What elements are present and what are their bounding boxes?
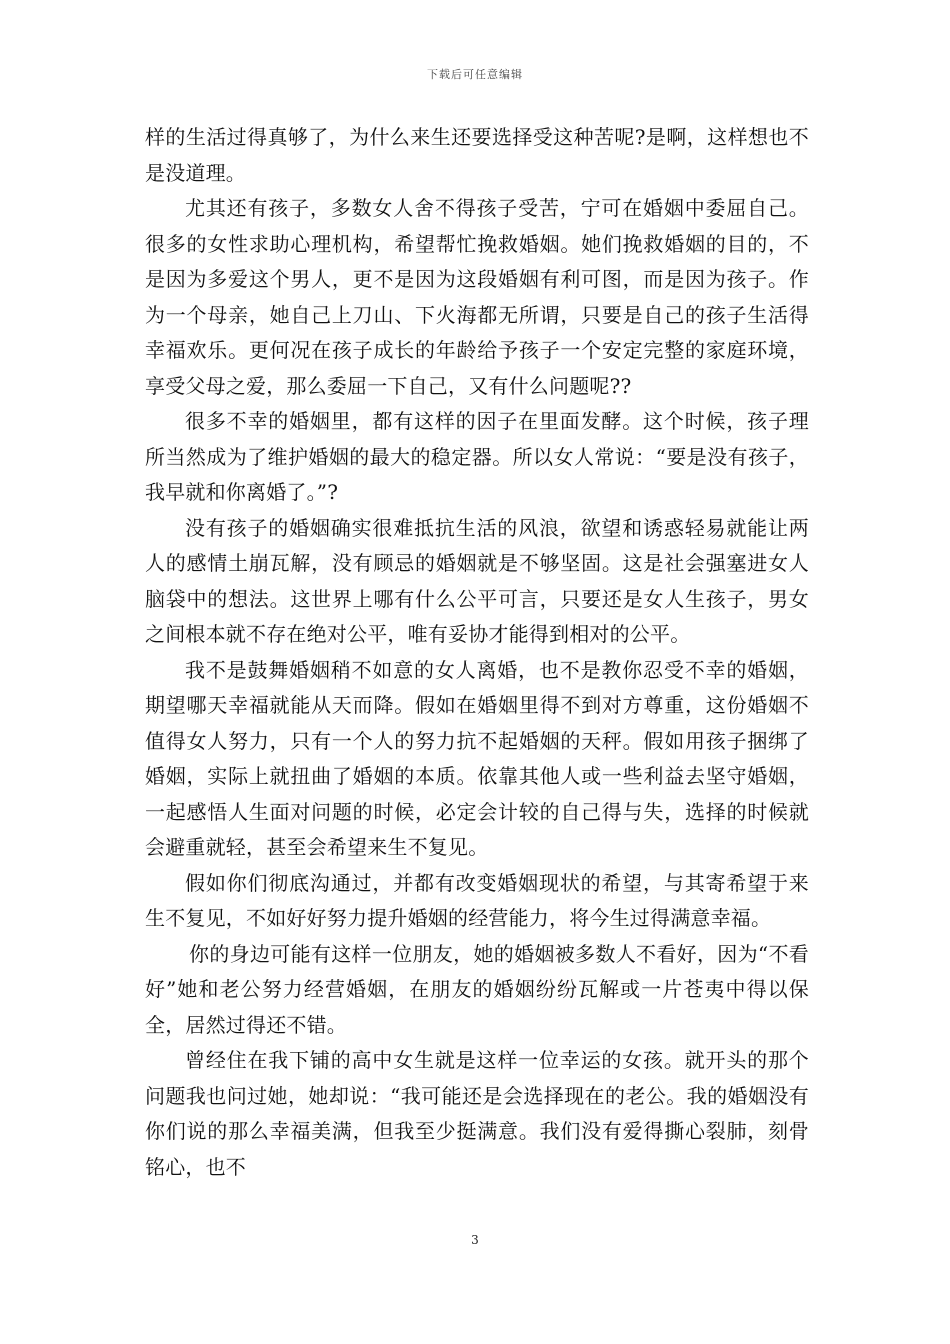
paragraph-4: 没有孩子的婚姻确实很难抵抗生活的风浪，欲望和诱惑轻易就能让两人的感情土崩瓦解，没有顾忌的婚姻就是不够坚固。这是社会强塞进女人脑袋中的想法。这世界上哪有什么公平可言，只要还是女人生孩子，男女之间根本就不存在绝对公平，唯有妥协才能得到相对的公平。 bbox=[145, 515, 809, 646]
page-header: 下载后可任意编辑 bbox=[427, 68, 523, 81]
paragraph-5: 我不是鼓舞婚姻稍不如意的女人离婚，也不是教你忍受不幸的婚姻，期望哪天幸福就能从天而降。假如在婚姻里得不到对方尊重，这份婚姻不值得女人努力，只有一个人的努力抗不起婚姻的天秤。假如用孩子捆绑了婚姻，实际上就扭曲了婚姻的本质。依靠其他人或一些利益去坚守婚姻，一起感悟人生面对问题的时候，必定会计较的自己得与失，选择的时候就会避重就轻，甚至会希望来生不复见。 bbox=[145, 657, 809, 859]
page-number: 3 bbox=[471, 1233, 479, 1247]
paragraph-3: 很多不幸的婚姻里，都有这样的因子在里面发酵。这个时候，孩子理所当然成为了维护婚姻的最大的稳定器。所以女人常说：“要是没有孩子，我早就和你离婚了。”? bbox=[145, 409, 809, 504]
paragraph-7: 你的身边可能有这样一位朋友，她的婚姻被多数人不看好，因为“不看好”她和老公努力经营婚姻，在朋友的婚姻纷纷瓦解或一片苍夷中得以保全，居然过得还不错。 bbox=[145, 941, 809, 1037]
document-body bbox=[145, 120, 809, 1185]
paragraph-6: 假如你们彻底沟通过，并都有改变婚姻现状的希望，与其寄希望于来生不复见，不如好好努力提升婚姻的经营能力，将今生过得满意幸福。 bbox=[145, 870, 809, 930]
paragraph-8: 曾经住在我下铺的高中女生就是这样一位幸运的女孩。就开头的那个问题我也问过她，她却说：“我可能还是会选择现在的老公。我的婚姻没有你们说的那么幸福美满，但我至少挺满意。我们没有爱得撕心裂肺，刻骨铭心，也不 bbox=[145, 1048, 809, 1179]
paragraph-1: 样的生活过得真够了，为什么来生还要选择受这种苦呢?是啊，这样想也不是没道理。 bbox=[145, 125, 809, 185]
paragraph-2: 尤其还有孩子，多数女人舍不得孩子受苦，宁可在婚姻中委屈自己。很多的女性求助心理机构，希望帮忙挽救婚姻。她们挽救婚姻的目的，不是因为多爱这个男人，更不是因为这段婚姻有利可图，而是因为孩子。作为一个母亲，她自己上刀山、下火海都无所谓，只要是自己的孩子生活得幸福欢乐。更何况在孩子成长的年龄给予孩子一个安定完整的家庭环境，享受父母之爱，那么委屈一下自己，又有什么问题呢?? bbox=[145, 196, 809, 398]
